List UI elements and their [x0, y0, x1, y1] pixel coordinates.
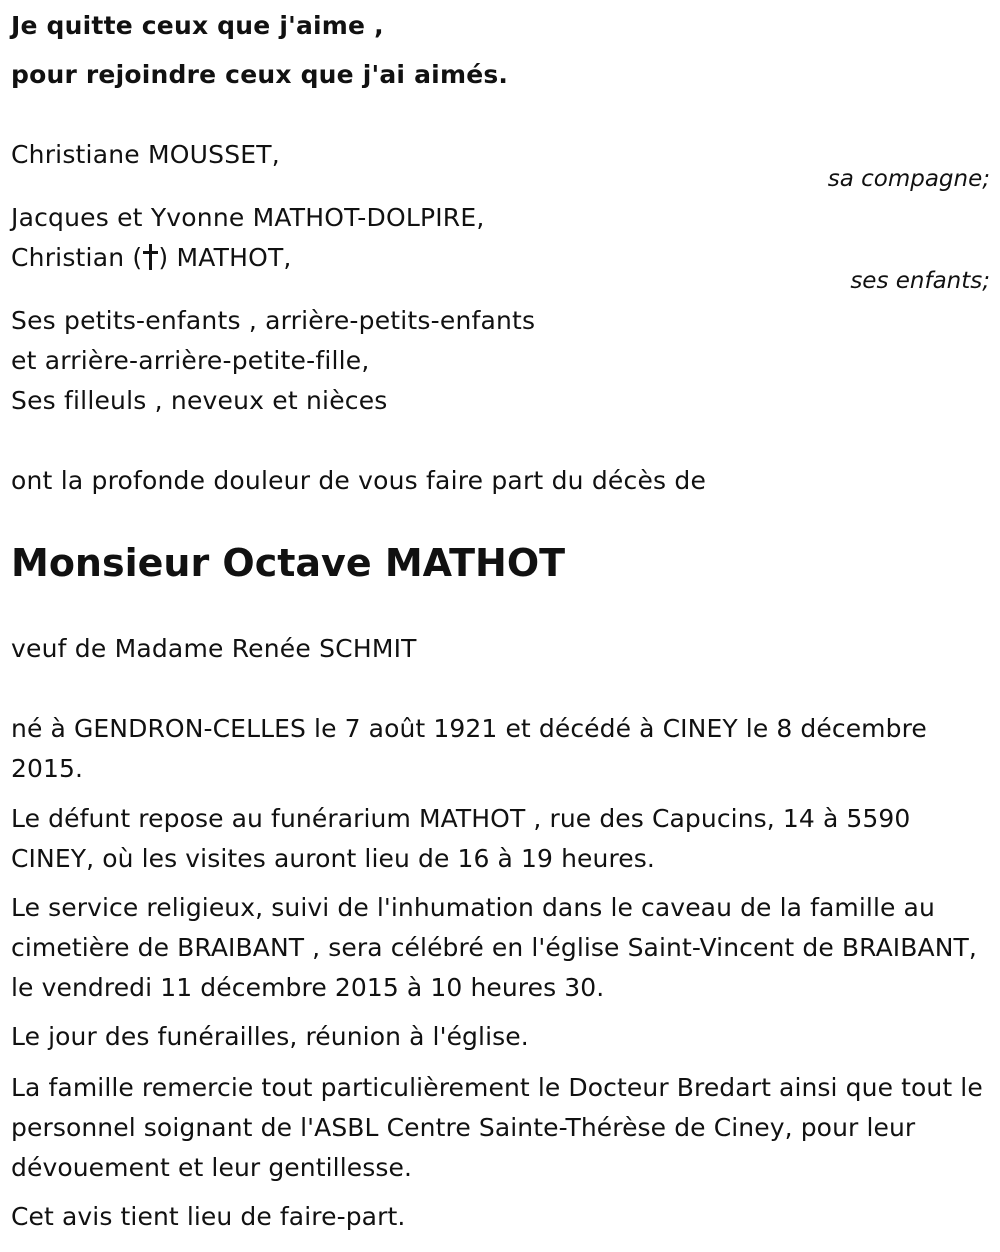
closing-paragraph: Cet avis tient lieu de faire-part.	[11, 1202, 406, 1231]
cross-icon	[143, 244, 157, 270]
gathering-paragraph: Le jour des funérailles, réunion à l'église.	[11, 1022, 529, 1051]
children-role: ses enfants;	[850, 268, 990, 294]
thanks-paragraph: La famille remercie tout particulièrement le Docteur Bredart ainsi que tout le personnel soignant de l'ASBL Centre Sainte-Thérèse de Ciney, pour leur dévouement et leur gentillesse.	[11, 1073, 983, 1182]
widower-line: veuf de Madame Renée SCHMIT	[11, 634, 417, 663]
child-2-last: ) MATHOT,	[158, 243, 292, 272]
quote-line-2: pour rejoindre ceux que j'ai aimés.	[11, 60, 509, 89]
child-2	[11, 238, 292, 278]
great-great-grandchild-line: et arrière-arrière-petite-fille,	[11, 346, 370, 375]
grandchildren-line: Ses petits-enfants , arrière-petits-enfants	[11, 306, 536, 335]
godchildren-line: Ses filleuls , neveux et nièces	[11, 386, 388, 415]
child-1: Jacques et Yvonne MATHOT-DOLPIRE,	[11, 203, 485, 232]
child-2-first: Christian (	[11, 243, 143, 272]
rest-paragraph: Le défunt repose au funérarium MATHOT , rue des Capucins, 14 à 5590 CINEY, où les visites auront lieu de 16 à 19 heures.	[11, 804, 911, 873]
announcement: ont la profonde douleur de vous faire part du décès de	[11, 466, 707, 495]
quote-line-1: Je quitte ceux que j'aime ,	[11, 11, 384, 40]
companion-role: sa compagne;	[827, 166, 990, 192]
birth-death-paragraph: né à GENDRON-CELLES le 7 août 1921 et décédé à CINEY le 8 décembre 2015.	[11, 714, 927, 783]
service-paragraph: Le service religieux, suivi de l'inhumation dans le caveau de la famille au cimetière de BRAIBANT , sera célébré en l'église Saint-Vincent de BRAIBANT, le vendredi 11 décembre 2015 à 10 heures 30.	[11, 893, 977, 1002]
companion-name: Christiane MOUSSET,	[11, 140, 280, 169]
deceased-name: Monsieur Octave MATHOT	[11, 541, 566, 585]
